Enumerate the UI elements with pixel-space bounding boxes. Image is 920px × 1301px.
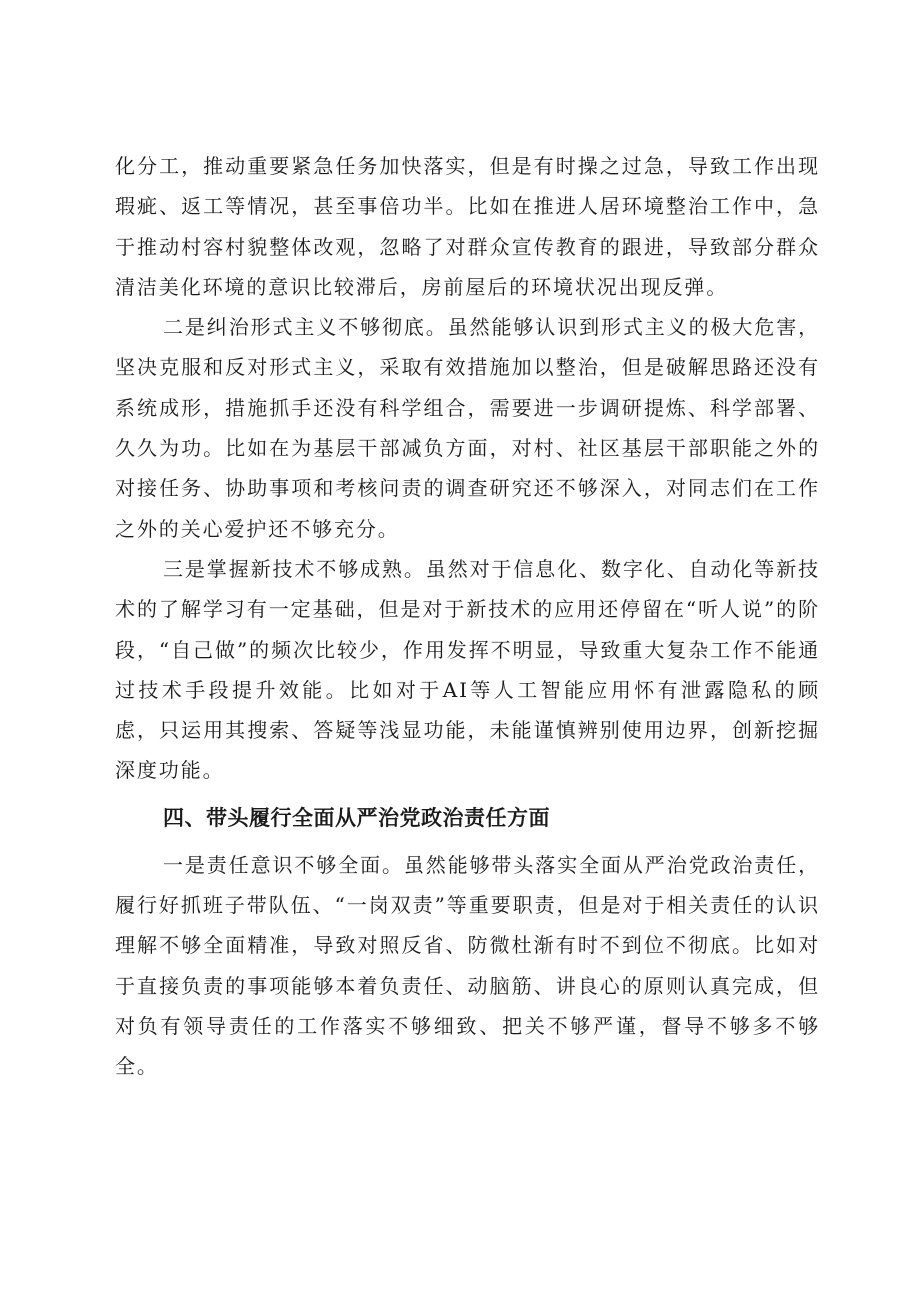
paragraph-formalism: 二是纠治形式主义不够彻底。虽然能够认识到形式主义的极大危害，坚决克服和反对形式主义，采取有效措施加以整治，但是破解思路还没有系统成形，措施抓手还没有科学组合，需要进一步调研提炼、科学部署、久久为功。比如在为基层干部减负方面，对村、社区基层干部职能之外的对接任务、协助事项和考核问责的调查研究还不够深入，对同志们在工作之外的关心爱护还不够充分。 — [115, 315, 820, 541]
paragraph-new-technology: 三是掌握新技术不够成熟。虽然对于信息化、数字化、自动化等新技术的了解学习有一定基础，但是对于新技术的应用还停留在“听人说”的阶段，“自己做”的频次比较少，作用发挥不明显，导致重大复杂工作不能通过技术手段提升效能。比如对于AI等人工智能应用怀有泄露隐私的顾虑，只运用其搜索、答疑等浅显功能，未能谨慎辨别使用边界，创新挖掘深度功能。 — [115, 556, 820, 783]
paragraph-responsibility: 一是责任意识不够全面。虽然能够带头落实全面从严治党政治责任，履行好抓班子带队伍、“一岗双责”等重要职责，但是对于相关责任的认识理解不够全面精准，导致对照反省、防微杜渐有时不到位不彻底。比如对于直接负责的事项能够本着负责任、动脑筋、讲良心的原则认真完成，但对负有领导责任的工作落实不够细致、把关不够严谨，督导不够多不够全。 — [115, 852, 820, 1079]
document-body — [115, 146, 820, 1087]
section-heading: 四、带头履行全面从严治党政治责任方面 — [163, 805, 550, 830]
paragraph-continuation: 化分工，推动重要紧急任务加快落实，但是有时操之过急，导致工作出现瑕疵、返工等情况，甚至事倍功半。比如在推进人居环境整治工作中，急于推动村容村貌整体改观，忽略了对群众宣传教育的跟进，导致部分群众清洁美化环境的意识比较滞后，房前屋后的环境状况出现反弹。 — [115, 154, 820, 299]
